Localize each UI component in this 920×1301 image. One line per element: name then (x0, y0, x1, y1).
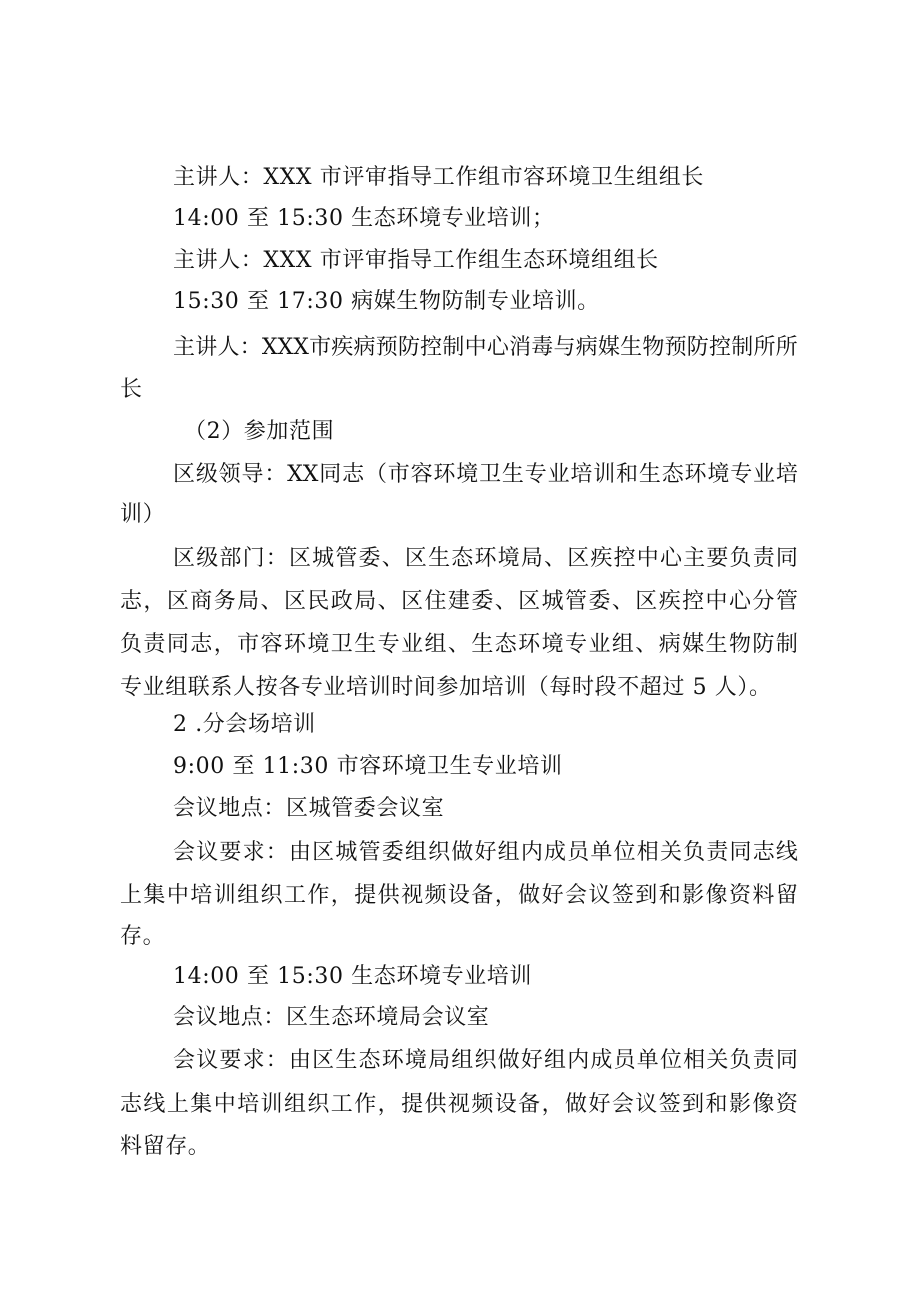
section-heading-scope: （2）参加范围 (184, 419, 335, 444)
venue-line-sanitation: 会议地点：区城管委会议室 (173, 796, 445, 821)
paragraph-district-departments-l4: 专业组联系人按各专业培训时间参加培训（每时段不超过 5 人）。 (120, 675, 772, 700)
paragraph-district-leaders-cont: 训） (120, 502, 166, 527)
requirements-line-sanitation-l2: 上 集 中 培 训 组 织 工 作 ， 提 供 视 频 设 备 ， 做 好 会 议 签 到 和 影 像 资 料 留 (120, 883, 798, 908)
schedule-line-branch-ecology: 14:00 至 15:30 生态环境专业培训 (173, 964, 532, 989)
requirements-line-sanitation: 会 议 要 求 ： 由 区 城 管 委 组 织 做 好 组 内 成 员 单 位 相 关 负 责 同 志 线 (173, 840, 798, 865)
requirements-line-sanitation-l3: 存。 (120, 924, 166, 949)
speaker-line-ecology: 主讲人：XXX 市评审指导工作组生态环境组组长 (173, 248, 659, 273)
speaker-line-vector: 主 讲 人 ： XXX 市 疾 病 预 防 控 制 中 心 消 毒 与 病 媒 生 物 预 防 控 制 所 所 (173, 335, 798, 360)
paragraph-district-departments-l2: 志 ， 区 商 务 局 、 区 民 政 局 、 区 住 建 委 、 区 城 管 委 、 区 疾 控 中 心 分 管 (120, 589, 798, 614)
paragraph-district-departments-l3: 负 责 同 志 ， 市 容 环 境 卫 生 专 业 组 、 生 态 环 境 专 业 组 、 病 媒 生 物 防 制 (120, 632, 798, 657)
requirements-line-ecology: 会 议 要 求 ： 由 区 生 态 环 境 局 组 织 做 好 组 内 成 员 单 位 相 关 负 责 同 (173, 1048, 798, 1073)
speaker-line-vector-cont: 长 (120, 377, 143, 402)
schedule-line-ecology: 14:00 至 15:30 生态环境专业培训； (173, 206, 555, 231)
paragraph-district-leaders: 区 级 领 导 ： XX 同 志 （ 市 容 环 境 卫 生 专 业 培 训 和 生 态 环 境 专 业 培 (173, 462, 798, 487)
requirements-line-ecology-l3: 料留存。 (120, 1134, 211, 1159)
speaker-line-sanitation: 主讲人：XXX 市评审指导工作组市容环境卫生组组长 (173, 165, 704, 190)
schedule-line-branch-sanitation: 9:00 至 11:30 市容环境卫生专业培训 (173, 754, 563, 779)
venue-line-ecology: 会议地点：区生态环境局会议室 (173, 1005, 490, 1030)
schedule-line-vector: 15:30 至 17:30 病媒生物防制专业培训。 (173, 289, 600, 314)
section-heading-branch-venue: 2 .分会场培训 (173, 712, 316, 737)
requirements-line-ecology-l2: 志 线 上 集 中 培 训 组 织 工 作 ， 提 供 视 频 设 备 ， 做 好 会 议 签 到 和 影 像 资 (120, 1092, 798, 1117)
paragraph-district-departments: 区 级 部 门 ： 区 城 管 委 、 区 生 态 环 境 局 、 区 疾 控 中 心 主 要 负 责 同 (173, 546, 798, 571)
